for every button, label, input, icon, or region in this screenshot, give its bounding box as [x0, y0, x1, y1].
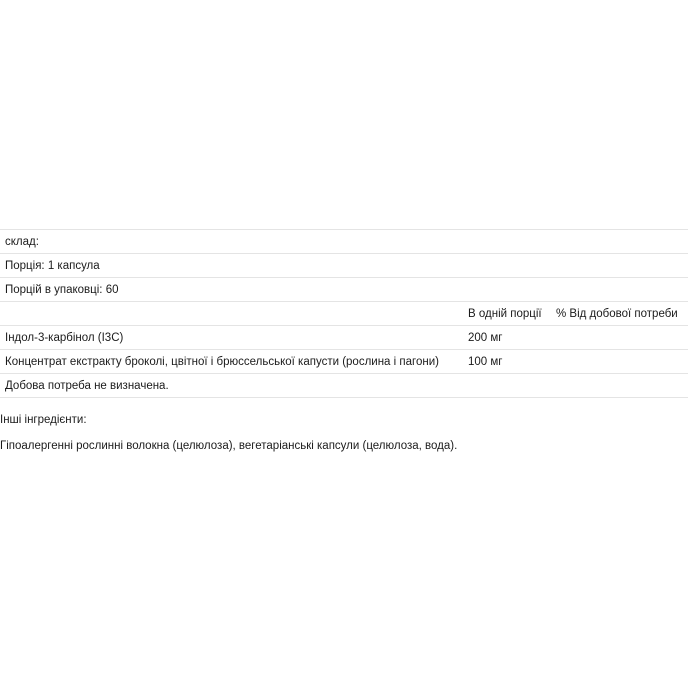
other-ingredients-text: Гіпоалергенні рослинні волокна (целюлоза), вегетаріанські капсули (целюлоза, вода). — [0, 440, 458, 452]
column-header-row — [0, 301, 688, 325]
ingredient-amount: 100 мг — [468, 356, 503, 368]
other-ingredients-label: Інші інгредієнти: — [0, 414, 87, 426]
column-header-per-serving: В одній порції — [468, 308, 542, 320]
serving-size: Порція: 1 капсула — [5, 260, 100, 272]
ingredient-row — [0, 325, 688, 349]
column-header-daily-value: % Від добової потреби — [556, 308, 678, 320]
facts-heading-row — [0, 229, 688, 253]
servings-per-container: Порцій в упаковці: 60 — [5, 284, 119, 296]
ingredient-row — [0, 349, 688, 373]
ingredient-name: Концентрат екстракту броколі, цвітної і брюссельської капусти (рослина і пагони) — [5, 356, 439, 368]
facts-heading: склад: — [5, 236, 39, 248]
ingredient-amount: 200 мг — [468, 332, 503, 344]
daily-value-footnote: Добова потреба не визначена. — [5, 380, 169, 392]
supplement-facts-table — [0, 229, 688, 398]
servings-per-container-row — [0, 277, 688, 301]
serving-size-row — [0, 253, 688, 277]
footnote-row — [0, 373, 688, 398]
ingredient-name: Індол-3-карбінол (I3C) — [5, 332, 124, 344]
